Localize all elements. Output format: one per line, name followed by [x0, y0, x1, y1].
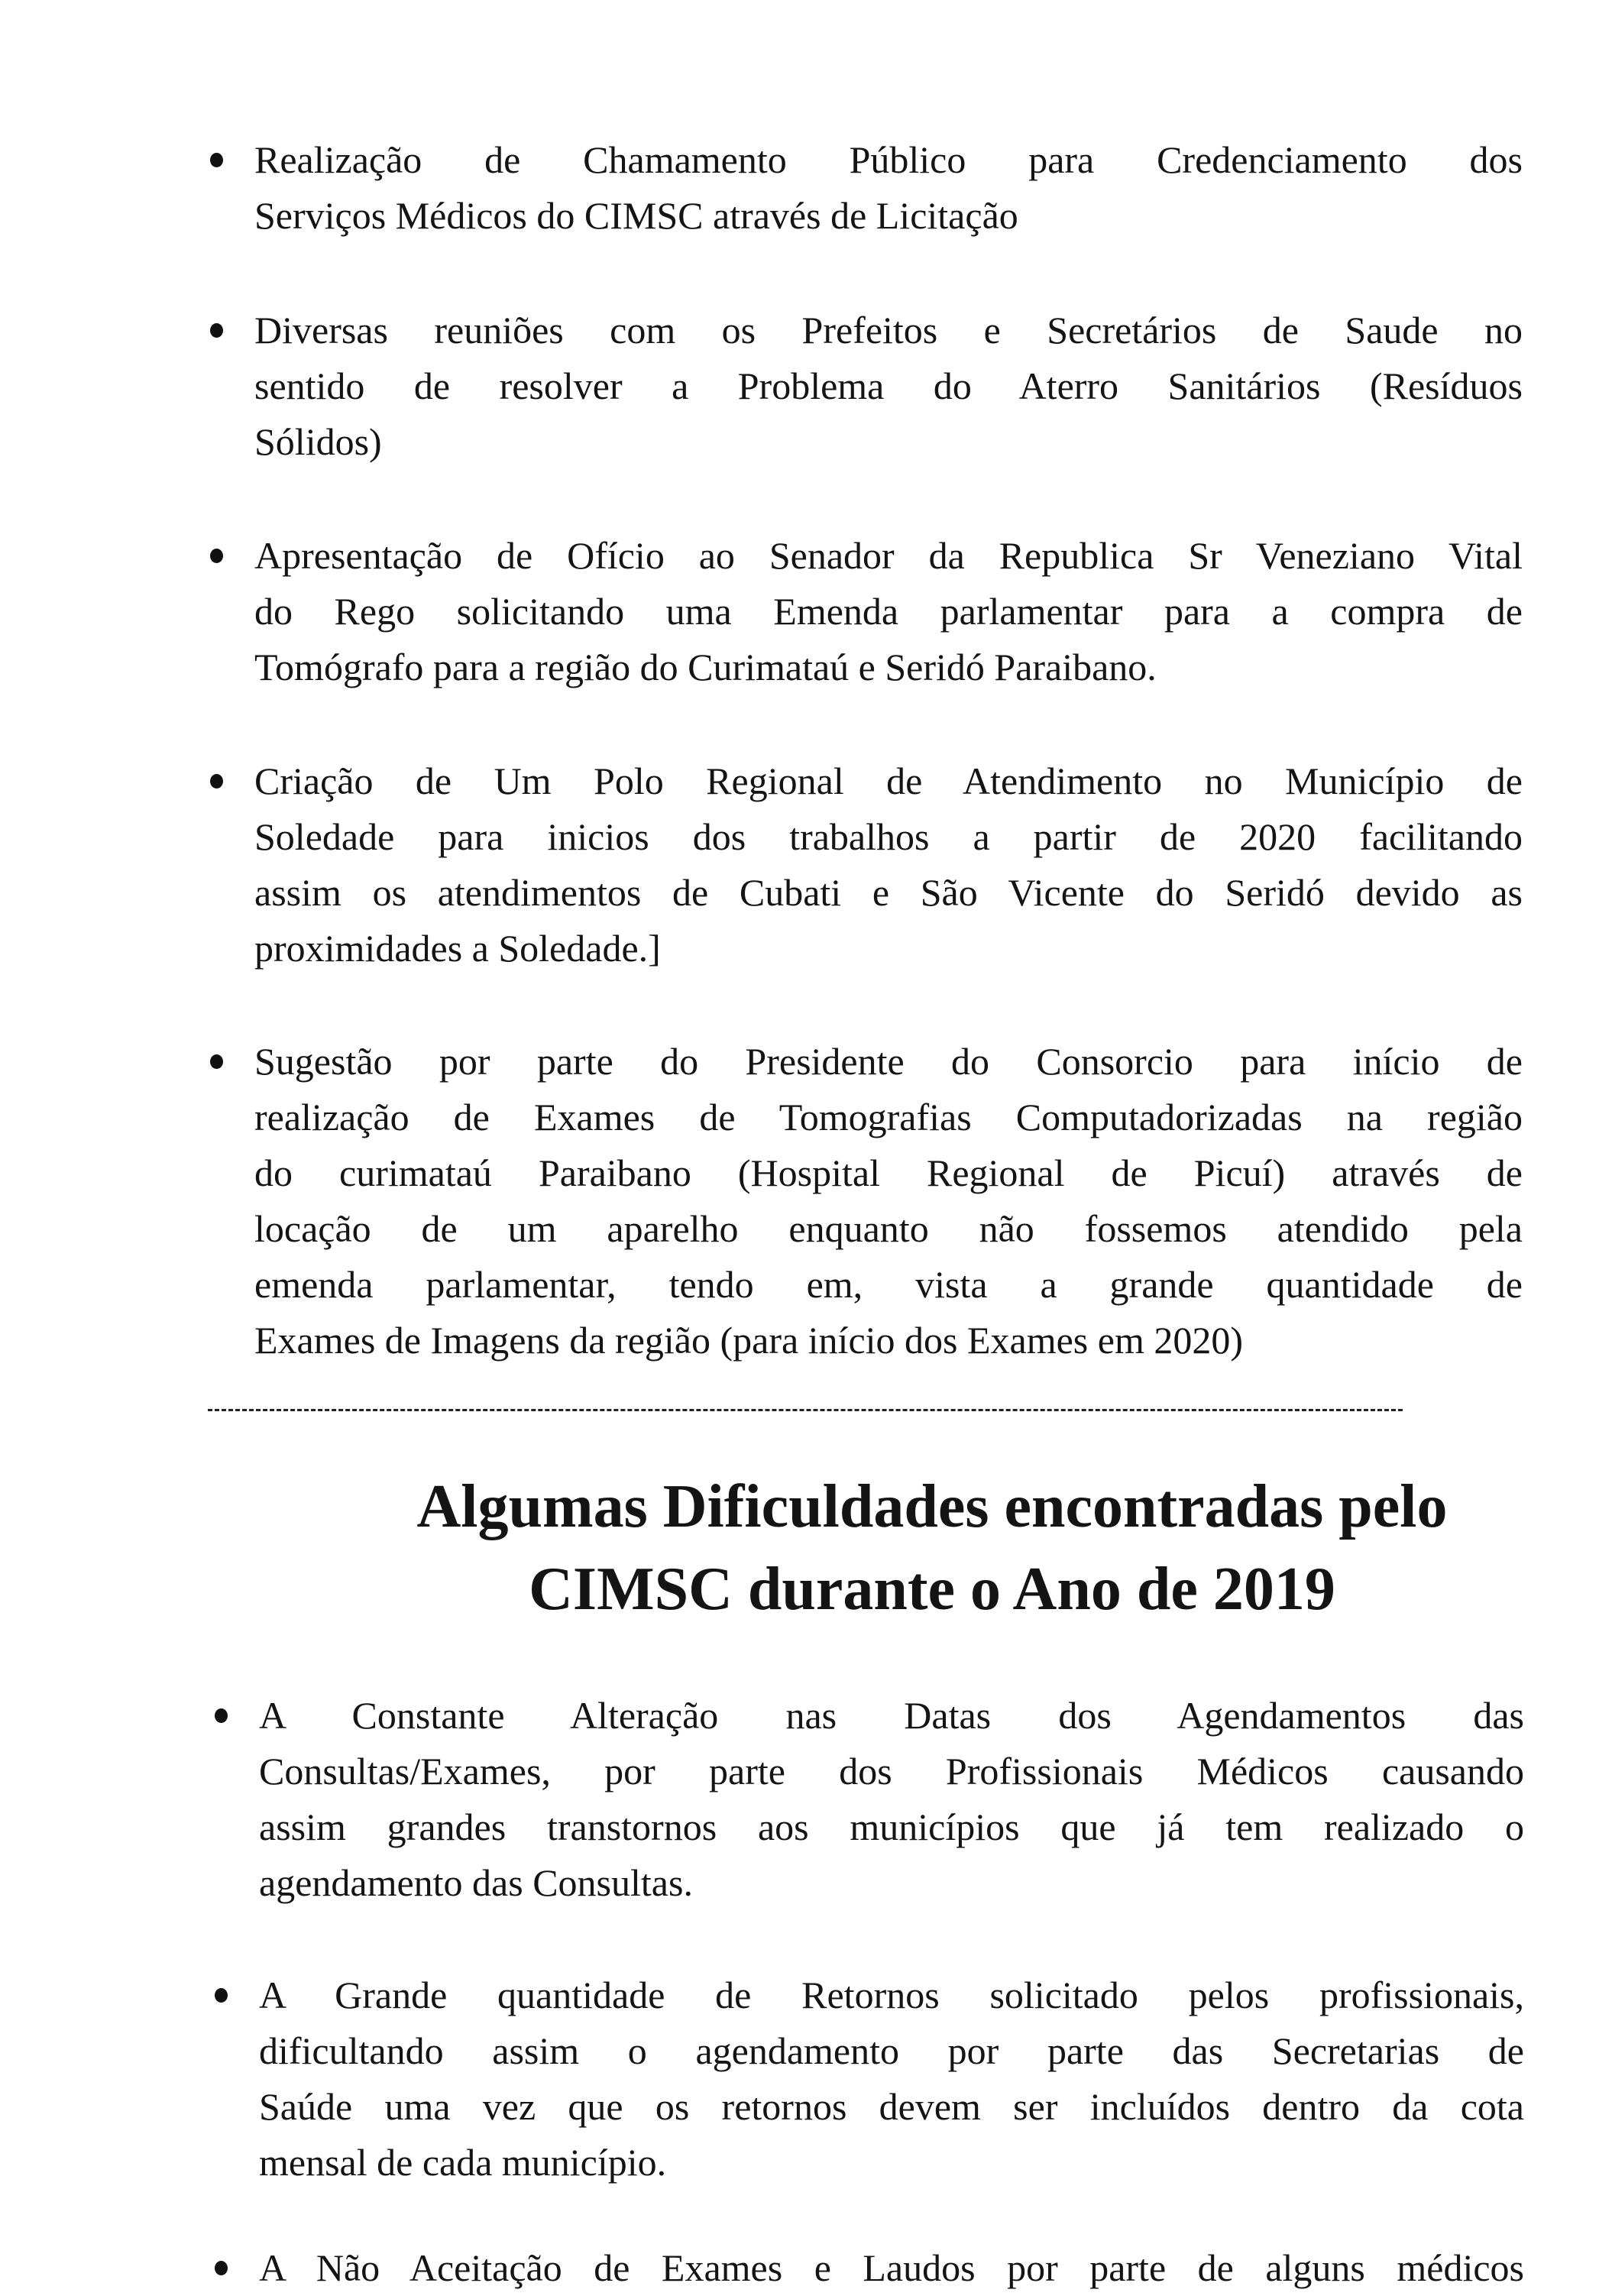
difficulties-item	[259, 1967, 1524, 2191]
bullet-icon	[210, 549, 223, 563]
text-line: proximidades a Soledade.]	[254, 927, 661, 970]
bullet-icon	[210, 323, 223, 338]
section-divider	[208, 1409, 1403, 1411]
bullet-icon	[215, 1988, 228, 2003]
text-line: assim grandes transtornos aos municípios que já tem realizado o	[259, 1805, 1524, 1848]
text-line: A Constante Alteração nas Datas dos Agendamentos das	[259, 1694, 1524, 1737]
bullet-icon	[210, 774, 223, 789]
achievements-item	[254, 303, 1523, 470]
achievements-item	[254, 1034, 1523, 1368]
text-line: sentido de resolver a Problema do Aterro Sanitários (Resíduos	[254, 364, 1523, 407]
bullet-icon	[210, 1054, 223, 1069]
heading	[229, 1465, 1599, 1631]
text-line: Soledade para inicios dos trabalhos a partir de 2020 facilitando	[254, 815, 1523, 858]
text-line: mensal de cada município.	[259, 2141, 667, 2184]
text-line: dificultando assim o agendamento por parte das Secretarias de	[259, 2029, 1524, 2072]
bullet-icon	[210, 153, 223, 167]
heading-line: Algumas Dificuldades encontradas pelo	[416, 1473, 1448, 1540]
text-line: do curimataú Paraibano (Hospital Regional de Picuí) através de	[254, 1151, 1523, 1194]
text-line: emenda parlamentar, tendo em, vista a grande quantidade de	[254, 1263, 1523, 1306]
bullet-icon	[215, 1708, 228, 1723]
achievements-item	[254, 753, 1523, 976]
bullet-icon	[215, 2261, 228, 2275]
text-line: realização de Exames de Tomografias Computadorizadas na região	[254, 1096, 1523, 1138]
text-line: A Não Aceitação de Exames e Laudos por parte de alguns médicos	[259, 2246, 1524, 2289]
text-line: do Rego solicitando uma Emenda parlamentar para a compra de	[254, 590, 1523, 633]
text-line: Tomógrafo para a região do Curimataú e Seridó Paraibano.	[254, 646, 1157, 688]
text-line: Saúde uma vez que os retornos devem ser incluídos dentro da cota	[259, 2085, 1524, 2128]
text-line: agendamento das Consultas.	[259, 1861, 693, 1904]
heading-line: CIMSC durante o Ano de 2019	[529, 1556, 1335, 1623]
text-line: Sólidos)	[254, 420, 382, 463]
text-line: Realização de Chamamento Público para Credenciamento dos	[254, 138, 1523, 181]
text-line: Diversas reuniões com os Prefeitos e Secretários de Saude no	[254, 309, 1523, 351]
text-line: Sugestão por parte do Presidente do Consorcio para início de	[254, 1040, 1523, 1083]
difficulties-item	[259, 1688, 1524, 1911]
achievements-item	[254, 528, 1523, 695]
text-line: locação de um aparelho enquanto não fossemos atendido pela	[254, 1207, 1523, 1250]
achievements-item	[254, 132, 1523, 244]
text-line: assim os atendimentos de Cubati e São Vicente do Seridó devido as	[254, 871, 1523, 914]
text-line: Apresentação de Ofício ao Senador da Republica Sr Veneziano Vital	[254, 534, 1523, 577]
text-line: Criação de Um Polo Regional de Atendimento no Município de	[254, 759, 1523, 802]
text-line: Serviços Médicos do CIMSC através de Licitação	[254, 194, 1018, 237]
difficulties-item	[259, 2240, 1524, 2296]
text-line: Exames de Imagens da região (para início dos Exames em 2020)	[254, 1319, 1243, 1362]
text-line: A Grande quantidade de Retornos solicitado pelos profissionais,	[259, 1974, 1524, 2016]
text-line: Consultas/Exames, por parte dos Profissionais Médicos causando	[259, 1750, 1524, 1792]
